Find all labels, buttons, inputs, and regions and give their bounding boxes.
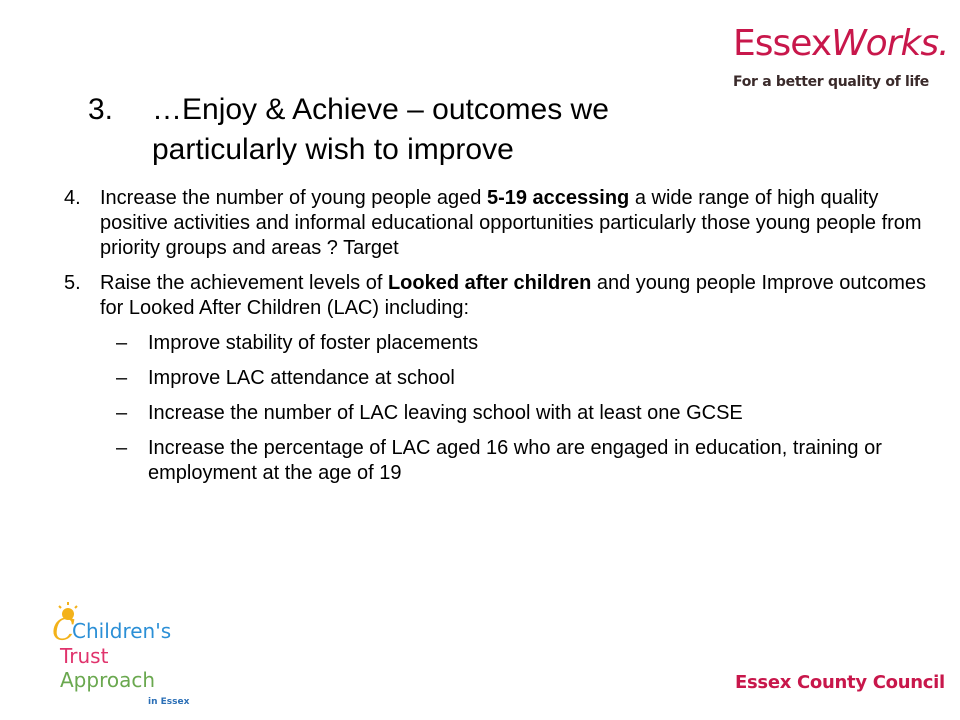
list-item: 4. Increase the number of young people aged 5-19 accessing a wide range of high quality positive activities and informal educational opportunities particularly those young people from priority groups and areas ? Target <box>64 187 922 259</box>
slide-body <box>58 186 928 486</box>
sub-list-item: – Increase the percentage of LAC aged 16 who are engaged in education, training or employment at the age of 19 <box>116 437 882 484</box>
title-text: …Enjoy & Achieve – outcomes we particularly wish to improve <box>152 93 609 166</box>
dash-bullet: – <box>116 332 128 354</box>
sub-list-item: – Improve LAC attendance at school <box>116 367 455 389</box>
trust-letter-c: C <box>52 613 75 648</box>
list-item: 5. Raise the achievement levels of Looked after children and young people Improve outcomes for Looked After Children (LAC) including: <box>64 272 926 319</box>
slide-title <box>88 90 748 170</box>
dash-bullet: – <box>116 437 128 459</box>
trust-line-1: Children's <box>72 619 172 643</box>
essexworks-logo <box>733 22 949 102</box>
trust-line-4: in Essex <box>148 697 190 707</box>
dash-bullet: – <box>116 402 128 424</box>
emphasis: Looked after children <box>387 272 592 294</box>
title-number: 3. <box>88 93 114 126</box>
essexworks-tagline: For a better quality of life <box>733 74 929 90</box>
essexworks-wordmark: EssexWorks. <box>733 23 949 64</box>
trust-line-2: Trust <box>60 644 109 668</box>
emphasis: 5-19 accessing <box>486 187 630 209</box>
item-number: 5. <box>64 272 81 294</box>
sub-list-item: – Improve stability of foster placements <box>116 332 479 354</box>
essex-county-council-logo: Essex County Council <box>735 672 945 693</box>
trust-line-3: Approach <box>60 668 156 692</box>
dash-bullet: – <box>116 367 128 389</box>
childrens-trust-logo <box>38 600 208 710</box>
sub-list-item: – Increase the number of LAC leaving school with at least one GCSE <box>116 402 743 424</box>
item-number: 4. <box>64 187 81 209</box>
